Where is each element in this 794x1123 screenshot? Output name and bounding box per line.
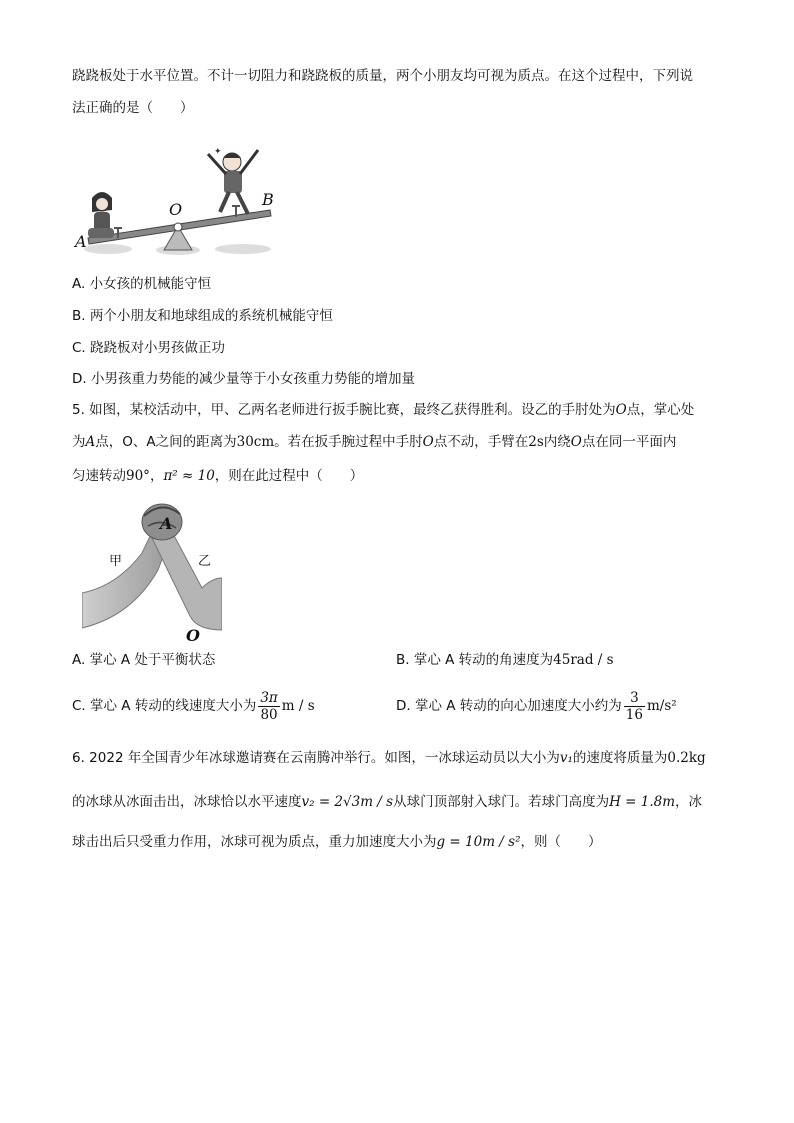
seesaw-label-o: O — [169, 200, 183, 219]
q5-option-d: D. 掌心 A 转动的向心加速度大小约为 $\frac{3}{16}$ m/s² — [396, 689, 677, 723]
q5-option-a: A. 掌心 A 处于平衡状态 — [72, 652, 216, 668]
svg-text:✦: ✦ — [214, 147, 222, 157]
arm-label-a: A — [160, 514, 173, 533]
q6-stem-line1: 6. 2022 年全国青少年冰球邀请赛在云南腾冲举行。如图，一冰球运动员以大小为v₁的速度将质量为0.2kg — [72, 750, 706, 766]
q4-stem-line1: 跷跷板处于水平位置。不计一切阻力和跷跷板的质量，两个小朋友均可视为质点。在这个过程中，下列说 — [72, 68, 693, 84]
arm-label-o: O — [186, 626, 200, 645]
q5-stem-line3: 匀速转动90°，π² ≈ 10，则在此过程中（ ） — [72, 468, 364, 484]
q6-stem-line3: 球击出后只受重力作用，冰球可视为质点，重力加速度大小为g = 10m / s²，则（ ） — [72, 834, 602, 850]
q5-option-c: C. 掌心 A 转动的线速度大小为 $\frac{3\pi}{80}$ m / s — [72, 689, 315, 723]
q4-option-b: B. 两个小朋友和地球组成的系统机械能守恒 — [72, 308, 333, 324]
q5-stem-line1: 5. 如图，某校活动中，甲、乙两名老师进行扳手腕比赛，最终乙获得胜利。设乙的手肘处为O点，掌心处 — [72, 402, 695, 418]
arm-wrestling-figure — [82, 498, 222, 645]
arm-label-yi: 乙 — [198, 554, 212, 569]
q5-option-c-fraction: $\frac{3\pi}{80}$ — [260, 689, 278, 723]
q4-stem-line2: 法正确的是（ ） — [72, 100, 194, 116]
q5-option-b: B. 掌心 A 转动的角速度为45rad / s — [396, 652, 614, 668]
q4-option-c: C. 跷跷板对小男孩做正功 — [72, 340, 226, 356]
q5-stem-line2: 为A点，O、A之间的距离为30cm。若在扳手腕过程中手肘O点不动，手臂在2s内绕O点在同一平面内 — [72, 434, 677, 450]
q4-option-a: A. 小女孩的机械能守恒 — [72, 276, 212, 292]
q6-stem-line2: 的冰球从冰面击出，冰球恰以水平速度v₂ = 2√3m / s从球门顶部射入球门。若球门高度为H = 1.8m，冰 — [72, 794, 703, 810]
arm-wrestling-illustration — [82, 498, 222, 640]
seesaw-figure — [70, 140, 290, 260]
arm-label-jia: 甲 — [109, 554, 123, 569]
seesaw-label-b: B — [262, 190, 274, 209]
seesaw-label-a: A — [75, 232, 87, 251]
q4-option-d: D. 小男孩重力势能的减少量等于小女孩重力势能的增加量 — [72, 371, 415, 387]
q5-option-d-fraction: $\frac{3}{16}$ — [625, 689, 643, 723]
